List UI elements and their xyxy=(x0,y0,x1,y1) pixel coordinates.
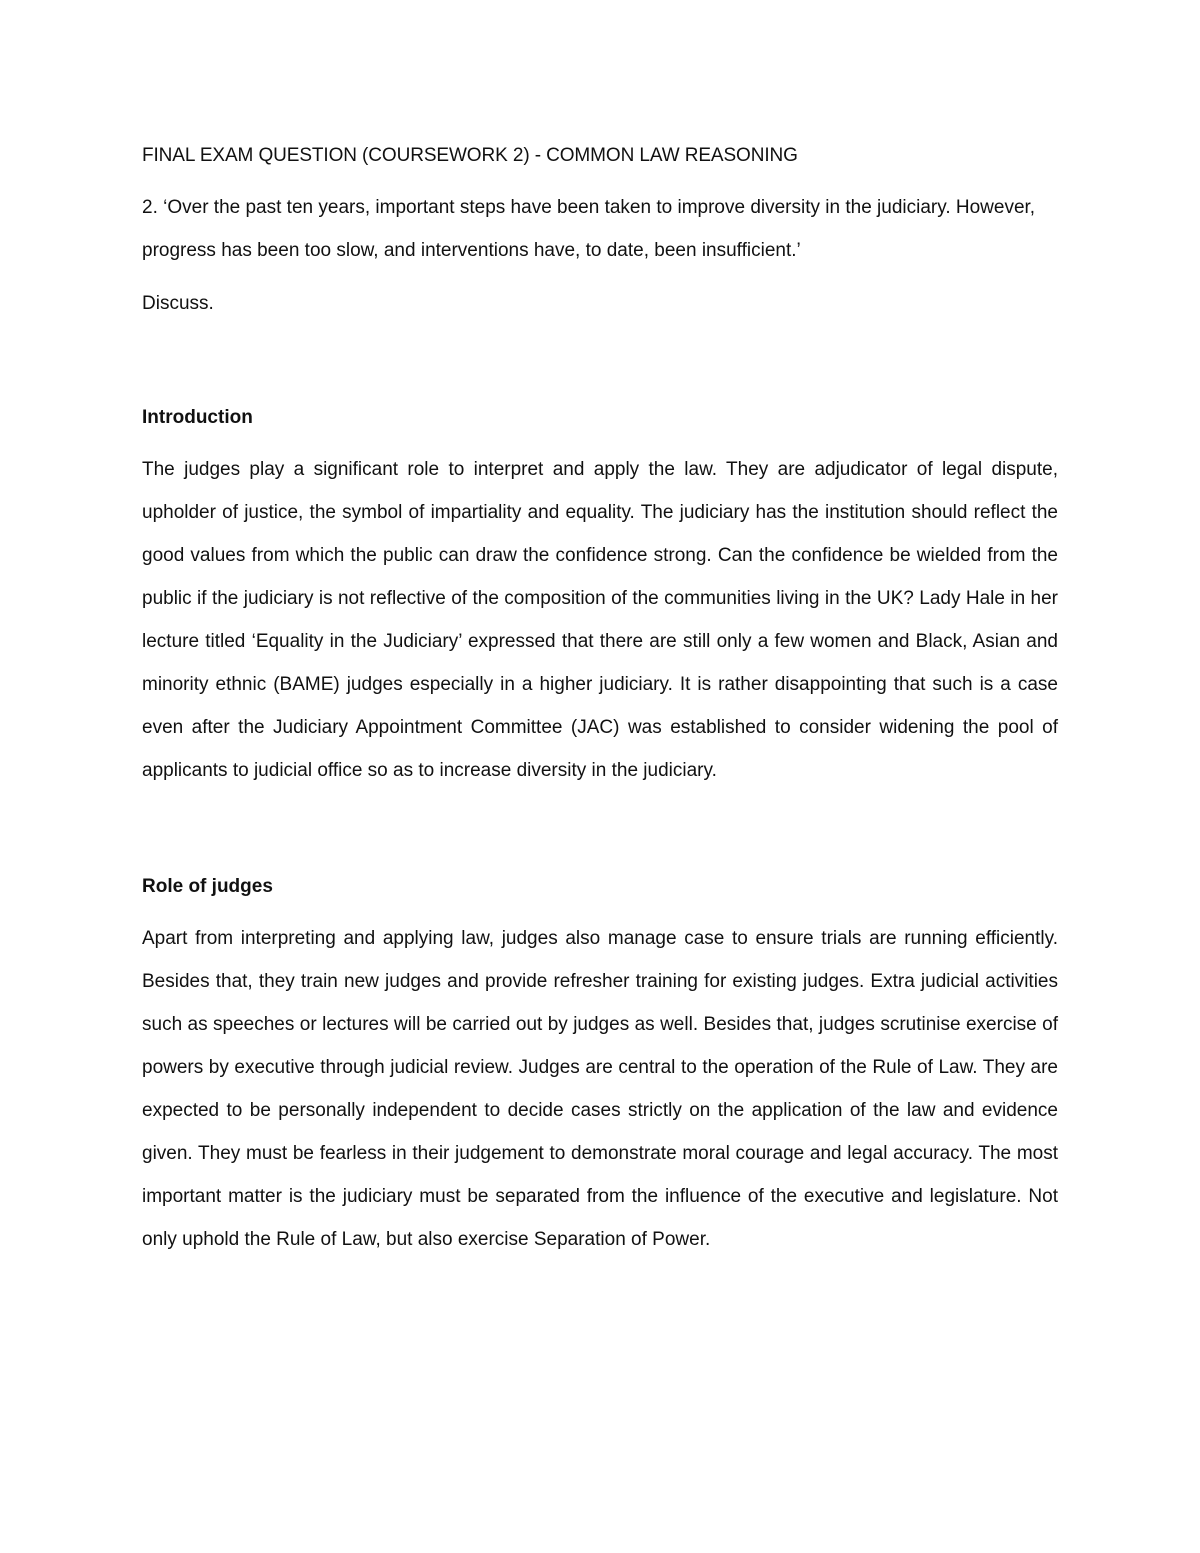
section-heading-role-of-judges: Role of judges xyxy=(142,876,273,897)
document-title: FINAL EXAM QUESTION (COURSEWORK 2) - COMMON LAW REASONING xyxy=(142,145,798,166)
document-page xyxy=(142,140,1058,1261)
section-heading-introduction: Introduction xyxy=(142,407,253,428)
section-body-introduction: The judges play a significant role to interpret and apply the law. They are adjudicator of legal dispute, upholder of justice, the symbol of impartiality and equality. The judiciary has the institution should reflect the good values from which the public can draw the confidence strong. Can the confidence be wielded from the public if the judiciary is not reflective of the composition of the communities living in the UK? Lady Hale in her lecture titled ‘Equality in the Judiciary’ expressed that there are still only a few women and Black, Asian and minority ethnic (BAME) judges especially in a higher judiciary. It is rather disappointing that such is a case even after the Judiciary Appointment Committee (JAC) was established to consider widening the pool of applicants to judicial office so as to increase diversity in the judiciary. xyxy=(142,459,1058,781)
instruction-text: Discuss. xyxy=(142,293,214,314)
section-body-role-of-judges: Apart from interpreting and applying law, judges also manage case to ensure trials are running efficiently. Besides that, they train new judges and provide refresher training for existing judges. Extra judicial activities such as speeches or lectures will be carried out by judges as well. Besides that, judges scrutinise exercise of powers by executive through judicial review. Judges are central to the operation of the Rule of Law. They are expected to be personally independent to decide cases strictly on the application of the law and evidence given. They must be fearless in their judgement to demonstrate moral courage and legal accuracy. The most important matter is the judiciary must be separated from the influence of the executive and legislature. Not only uphold the Rule of Law, but also exercise Separation of Power. xyxy=(142,928,1058,1250)
exam-question: 2. ‘Over the past ten years, important steps have been taken to improve diversity in the judiciary. However, progress has been too slow, and interventions have, to date, been insufficient.’ xyxy=(142,197,1036,261)
